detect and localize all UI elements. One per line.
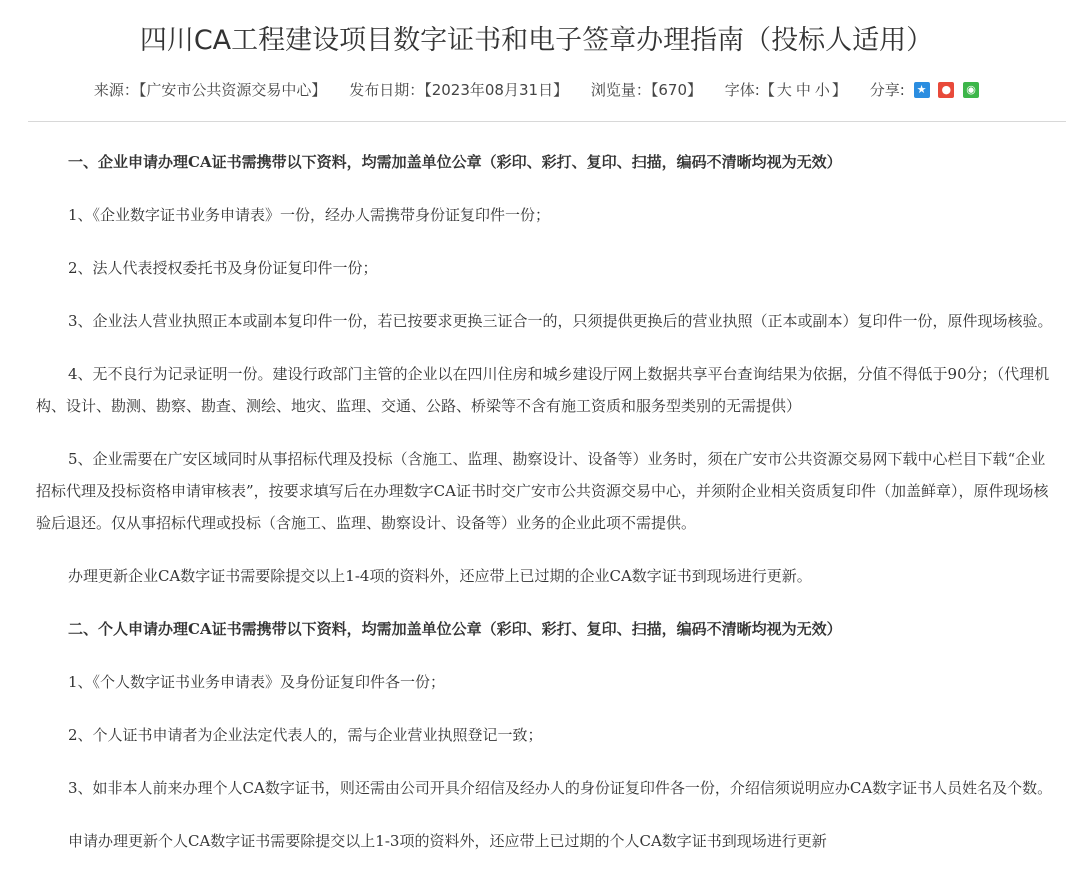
views-value: 【670】 [650,81,703,99]
weibo-icon[interactable]: ● [938,82,954,98]
paragraph: 3、如非本人前来办理个人CA数字证书，则还需由公司开具介绍信及经办人的身份证复印件各一份，介绍信须说明应办CA数字证书人员姓名及个数。 [68,779,1053,797]
section-heading-individual: 二、个人申请办理CA证书需携带以下资料，均需加盖单位公章（彩印、彩打、复印、扫描，编码不清晰均视为无效） [68,620,842,638]
article-meta-bar [0,79,1073,100]
paragraph: 4、无不良行为记录证明一份。建设行政部门主管的企业以在四川住房和城乡建设厅网上数据共享平台查询结果为依据，分值不得低于90分；（代理机构、设计、勘测、勘察、勘查、测绘、地灾、监理、交通、公路、桥梁等不含有施工资质和服务型类别的无需提供） [36,365,1050,415]
font-size-label: 字体:【 [724,81,775,99]
font-size-control [725,81,847,99]
font-size-close: 】 [831,81,847,99]
paragraph: 1、《个人数字证书业务申请表》及身份证复印件各一份； [68,673,446,691]
font-large-link[interactable]: 大 [776,81,792,99]
paragraph: 2、法人代表授权委托书及身份证复印件一份； [68,259,378,277]
share-bar [870,81,979,99]
paragraph: 1、《企业数字证书业务申请表》一份，经办人需携带身份证复印件一份； [68,206,551,224]
qzone-icon[interactable]: ★ [914,82,930,98]
paragraph: 5、企业需要在广安区域同时从事招标代理及投标（含施工、监理、勘察设计、设备等）业务时，须在广安市公共资源交易网下载中心栏目下载“企业招标代理及投标资格申请审核表”，按要求填写后在办理数字CA证书时交广安市公共资源交易中心，并须附企业相关资质复印件（加盖鲜章），原件现场核验后退还。仅从事招标代理或投标（含施工、监理、勘察设计、设备等）业务的企业此项不需提供。 [36,450,1049,532]
source-value: 【广安市公共资源交易中心】 [138,81,327,99]
date-value: 【2023年08月31日】 [424,81,569,99]
page-title: 四川CA工程建设项目数字证书和电子签章办理指南（投标人适用） [139,25,934,56]
views-label: 浏览量： [590,81,651,99]
article-body [36,146,1060,878]
font-medium-link[interactable]: 中 [795,81,811,99]
font-small-link[interactable]: 小 [814,81,830,99]
paragraph: 申请办理更新个人CA数字证书需要除提交以上1-3项的资料外，还应带上已过期的个人CA数字证书到现场进行更新 [68,832,827,850]
source-label: 来源： [93,81,139,99]
paragraph: 2、个人证书申请者为企业法定代表人的，需与企业营业执照登记一致； [68,726,543,744]
paragraph: 3、企业法人营业执照正本或副本复印件一份，若已按要求更换三证合一的，只须提供更换后的营业执照（正本或副本）复印件一份，原件现场核验。 [68,312,1053,330]
date-label: 发布日期： [349,81,425,99]
wechat-icon[interactable]: ◉ [963,82,979,98]
share-label: 分享: [869,81,905,99]
section-heading-enterprise: 一、企业申请办理CA证书需携带以下资料，均需加盖单位公章（彩印、彩打、复印、扫描，编码不清晰均视为无效） [68,153,842,171]
header-divider [28,121,1066,122]
source-info [94,81,327,99]
publish-date-info [349,81,568,99]
paragraph: 办理更新企业CA数字证书需要除提交以上1-4项的资料外，还应带上已过期的企业CA数字证书到现场进行更新。 [68,567,812,585]
views-info [591,81,702,99]
